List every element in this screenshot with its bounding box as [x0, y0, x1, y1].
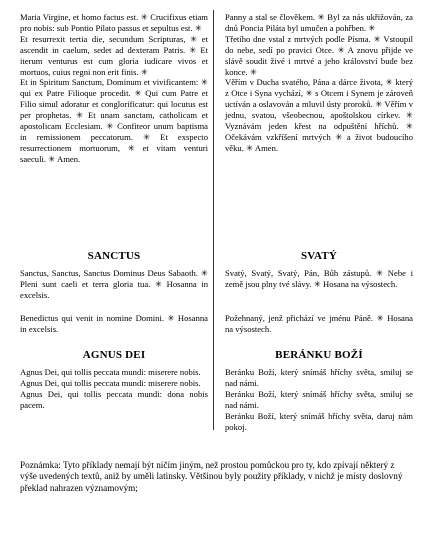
czech-agnus-block — [225, 367, 413, 432]
czech-credo-paragraph: Třetího dne vstal z mrtvých podle Písma. ✳ Vstoupil do nebe, sedí po pravici Otce. ✳ A znovu přijde ve slávě soudit živé i mrtvé a jeho království bude bez konce. ✳ — [225, 33, 413, 77]
czech-sanctus-heading: SVATÝ — [300, 250, 338, 262]
latin-column — [20, 12, 208, 165]
latin-benedictus-text: Benedictus qui venit in nomine Domini. ✳ Hosanna in excelsis. — [20, 313, 208, 334]
czech-benedictus-text: Požehnaný, jenž přichází ve jménu Páně. ✳ Hosana na výsostech. — [225, 313, 413, 334]
column-divider — [213, 10, 214, 430]
czech-credo-paragraph: Panny a stal se člověkem. ✳ Byl za nás ukřižován, za dnů Poncia Piláta byl umučen a pohřben. ✳ — [225, 12, 413, 33]
czech-column — [225, 12, 413, 154]
latin-agnus-block — [20, 367, 208, 411]
czech-agnus-heading: BERÁNKU BOŽÍ — [275, 349, 363, 361]
footnote-label: Poznámka: — [20, 460, 61, 470]
latin-credo-paragraph: Maria Virgine, et homo factus est. ✳ Crucifixus etiam pro nobis: sub Pontio Pilato passus et sepultus est. ✳ — [20, 12, 208, 33]
latin-agnus-line: Agnus Dei, qui tollis peccata mundi: miserere nobis. — [20, 377, 201, 388]
latin-credo-paragraph: Et in Spiritum Sanctum, Dominum et vivificantem: ✳ qui ex Patre Filioque procedit. ✳ Qui cum Patre et Filio simul adoratur et conglorificatur: qui locutus est per prophetas. ✳ Et unam sanctam, catholicam et apostolicam Ecclesiam. ✳ Confiteor unum baptisma in remissionem peccatorum. ✳ Et exspecto resurrectionem mortuorum, ✳ et vitam venturi saeculi. ✳ Amen. — [20, 77, 208, 164]
footnote-text: Tyto příklady nemají být ničím jiným, než prostou pomůckou pro ty, kdo zpívají některý z výše uvedených textů, aniž by uměli latinsky. Většinou byly použity příklady, v nichž je místy doslovný překlad nahrazen významovým; — [20, 460, 403, 493]
czech-agnus-line: Beránku Boží, který snímáš hříchy světa, smiluj se nad námi. — [225, 388, 413, 410]
footnote — [20, 460, 412, 494]
latin-benedictus-block — [20, 313, 208, 335]
czech-agnus-line: Beránku Boží, který snímáš hříchy světa, daruj nám pokoj. — [225, 410, 413, 432]
latin-sanctus-text: Sanctus, Sanctus, Sanctus Dominus Deus Sabaoth. ✳ Pleni sunt caeli et terra gloria tua. ✳ Hosanna in excelsis. — [20, 268, 208, 300]
czech-credo-paragraph: Věřím v Ducha svatého, Pána a dárce života, ✳ který z Otce i Syna vychází, ✳ s Otcem i Synem je zároveň uctíván a oslavován a mluvil ústy proroků. ✳ Věřím v jednu, svatou, všeobecnou, apoštolskou církev. ✳ Vyznávám jeden křest na odpuštění hříchů. ✳ Očekávám vzkříšení mrtvých ✳ a život budoucího věku. ✳ Amen. — [225, 77, 413, 153]
latin-agnus-line: Agnus Dei, qui tollis peccata mundi: miserere nobis. — [20, 367, 201, 377]
czech-benedictus-block — [225, 313, 413, 335]
latin-agnus-line: Agnus Dei, qui tollis peccata mundi: dona nobis pacem. — [20, 388, 208, 410]
czech-sanctus-text: Svatý, Svatý, Svatý, Pán, Bůh zástupů. ✳ Nebe i země jsou plny tvé slávy. ✳ Hosana na výsostech. — [225, 268, 413, 289]
latin-credo-paragraph: Et resurrexit tertia die, secundum Scripturas, ✳ et ascendit in caelum, sedet ad dexteram Patris. ✳ Et iterum venturus est cum gloria iudicare vivos et mortuos, cuius regni non erit finis. ✳ — [20, 33, 208, 77]
latin-sanctus-heading: SANCTUS — [87, 250, 141, 262]
latin-sanctus-block — [20, 268, 208, 301]
czech-sanctus-block — [225, 268, 413, 290]
czech-agnus-line: Beránku Boží, který snímáš hříchy světa, smiluj se nad námi. — [225, 367, 413, 388]
latin-agnus-heading: AGNUS DEI — [82, 349, 146, 361]
